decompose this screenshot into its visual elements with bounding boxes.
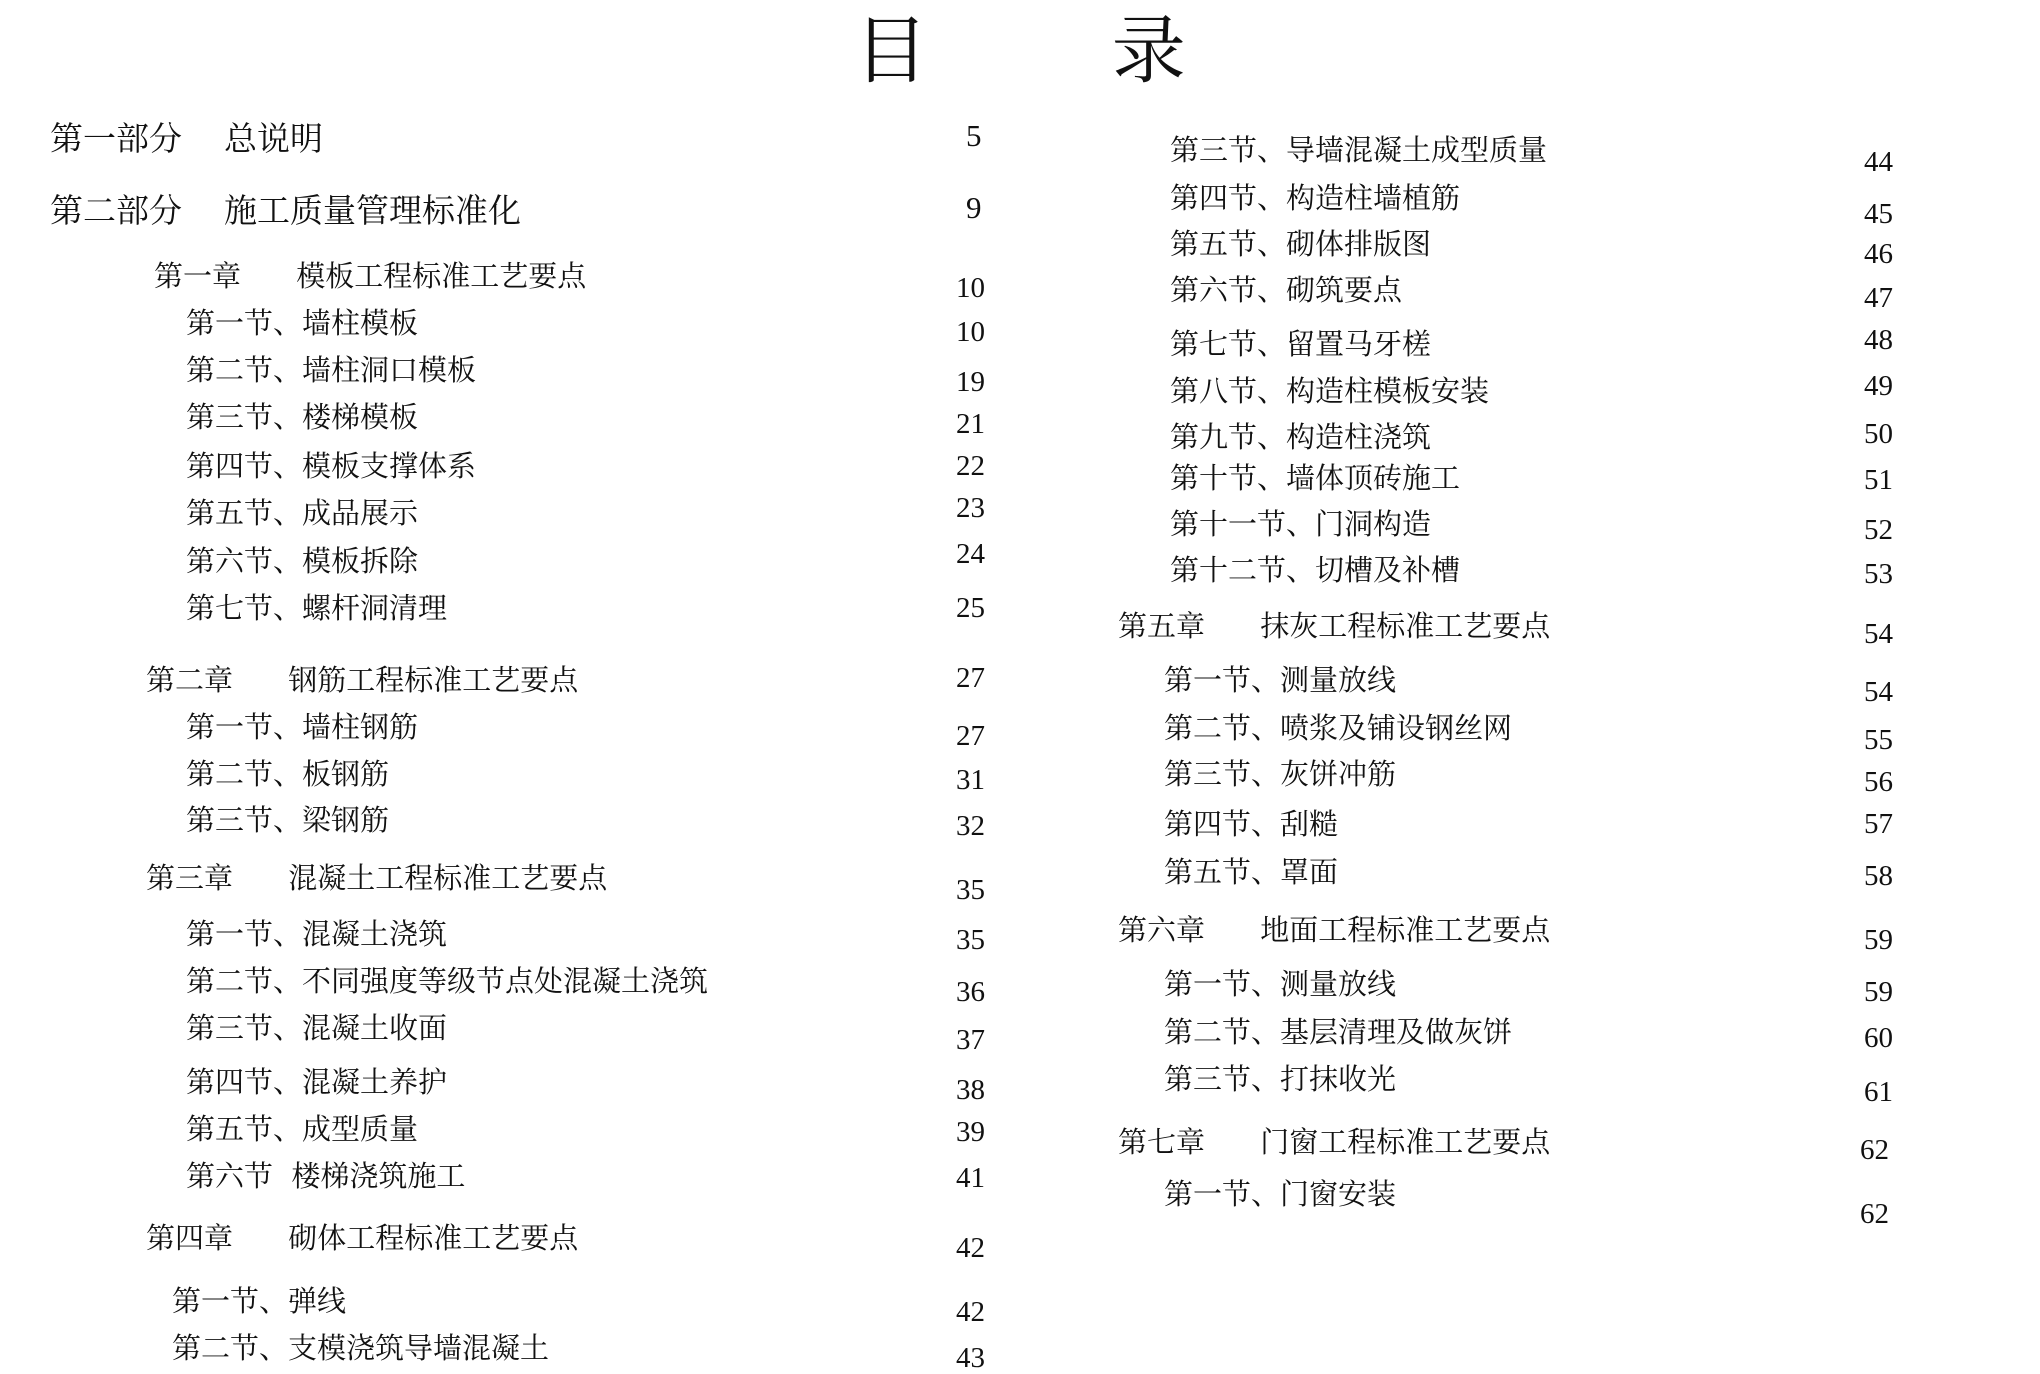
toc-chapter-title: 第二章 钢筋工程标准工艺要点 bbox=[146, 663, 579, 697]
toc-page-number: 53 bbox=[1864, 558, 1893, 590]
toc-section-title: 第三节、打抹收光 bbox=[1164, 1062, 1397, 1096]
toc-page-number: 23 bbox=[956, 492, 985, 524]
toc-section-title: 第四节、模板支撑体系 bbox=[186, 449, 477, 483]
toc-part-title: 第一部分 总说明 bbox=[50, 119, 323, 158]
toc-page-number: 46 bbox=[1864, 238, 1893, 270]
toc-page-number: 35 bbox=[956, 874, 985, 906]
toc-section-title: 第四节、刮糙 bbox=[1164, 807, 1339, 841]
page-title: 目 录 bbox=[854, 8, 1266, 94]
toc-section-title: 第二节、基层清理及做灰饼 bbox=[1164, 1015, 1513, 1049]
toc-page-number: 62 bbox=[1860, 1134, 1889, 1166]
toc-page-number: 61 bbox=[1864, 1076, 1893, 1108]
toc-section-title: 第十二节、切槽及补槽 bbox=[1170, 553, 1461, 587]
toc-chapter-title: 第六章 地面工程标准工艺要点 bbox=[1118, 913, 1551, 947]
toc-page-number: 56 bbox=[1864, 766, 1893, 798]
toc-section-title: 第一节、弹线 bbox=[172, 1284, 347, 1318]
toc-section-title: 第三节、混凝土收面 bbox=[186, 1011, 448, 1045]
toc-section-title: 第八节、构造柱模板安装 bbox=[1170, 374, 1490, 408]
toc-page-number: 52 bbox=[1864, 514, 1893, 546]
toc-section-title: 第二节、板钢筋 bbox=[186, 757, 390, 791]
toc-section-title: 第三节、灰饼冲筋 bbox=[1164, 757, 1397, 791]
toc-section-title: 第四节、混凝土养护 bbox=[186, 1065, 448, 1099]
toc-page-number: 9 bbox=[966, 190, 982, 225]
toc-section-title: 第二节、不同强度等级节点处混凝土浇筑 bbox=[186, 964, 709, 998]
toc-page-number: 36 bbox=[956, 976, 985, 1008]
toc-page-number: 50 bbox=[1864, 418, 1893, 450]
toc-page-number: 60 bbox=[1864, 1022, 1893, 1054]
toc-section-title: 第三节、梁钢筋 bbox=[186, 803, 390, 837]
toc-section-title: 第五节、成型质量 bbox=[186, 1112, 419, 1146]
toc-page-number: 54 bbox=[1864, 676, 1893, 708]
toc-section-title: 第一节、混凝土浇筑 bbox=[186, 917, 448, 951]
toc-section-title: 第五节、成品展示 bbox=[186, 496, 419, 530]
toc-page-number: 43 bbox=[956, 1342, 985, 1374]
toc-page-number: 27 bbox=[956, 662, 985, 694]
toc-part-title: 第二部分 施工质量管理标准化 bbox=[50, 191, 521, 230]
toc-section-title: 第三节、楼梯模板 bbox=[186, 400, 419, 434]
toc-page-number: 42 bbox=[956, 1232, 985, 1264]
toc-page-number: 58 bbox=[1864, 860, 1893, 892]
toc-page-number: 10 bbox=[956, 272, 985, 304]
toc-section-title: 第七节、螺杆洞清理 bbox=[186, 591, 448, 625]
toc-page-number: 42 bbox=[956, 1296, 985, 1328]
toc-section-title: 第一节、测量放线 bbox=[1164, 967, 1397, 1001]
toc-section-title: 第四节、构造柱墙植筋 bbox=[1170, 181, 1461, 215]
toc-chapter-title: 第四章 砌体工程标准工艺要点 bbox=[146, 1221, 579, 1255]
toc-page-number: 59 bbox=[1864, 976, 1893, 1008]
toc-section-title: 第五节、砌体排版图 bbox=[1170, 227, 1432, 261]
toc-page-number: 32 bbox=[956, 810, 985, 842]
toc-section-title: 第十节、墙体顶砖施工 bbox=[1170, 461, 1461, 495]
toc-section-title: 第六节、模板拆除 bbox=[186, 544, 419, 578]
toc-page-number: 47 bbox=[1864, 282, 1893, 314]
toc-page-number: 41 bbox=[956, 1162, 985, 1194]
toc-section-title: 第一节、门窗安装 bbox=[1164, 1177, 1397, 1211]
toc-page-number: 59 bbox=[1864, 924, 1893, 956]
toc-page-number: 10 bbox=[956, 316, 985, 348]
toc-section-title: 第五节、罩面 bbox=[1164, 855, 1339, 889]
toc-page-number: 35 bbox=[956, 924, 985, 956]
toc-page-number: 44 bbox=[1864, 146, 1893, 178]
toc-page-number: 45 bbox=[1864, 198, 1893, 230]
toc-chapter-title: 第七章 门窗工程标准工艺要点 bbox=[1118, 1125, 1551, 1159]
toc-page-number: 24 bbox=[956, 538, 985, 570]
toc-section-title: 第一节、墙柱模板 bbox=[186, 306, 419, 340]
toc-page-number: 37 bbox=[956, 1024, 985, 1056]
toc-section-title: 第二节、喷浆及铺设钢丝网 bbox=[1164, 711, 1513, 745]
toc-chapter-title: 第五章 抹灰工程标准工艺要点 bbox=[1118, 609, 1551, 643]
toc-page-number: 49 bbox=[1864, 370, 1893, 402]
toc-page-number: 51 bbox=[1864, 464, 1893, 496]
toc-page-number: 57 bbox=[1864, 808, 1893, 840]
toc-page-number: 39 bbox=[956, 1116, 985, 1148]
toc-section-title: 第二节、支模浇筑导墙混凝土 bbox=[172, 1331, 550, 1365]
toc-section-title: 第二节、墙柱洞口模板 bbox=[186, 353, 477, 387]
toc-page-number: 22 bbox=[956, 450, 985, 482]
toc-section-title: 第六节 楼梯浇筑施工 bbox=[186, 1159, 466, 1193]
toc-page-number: 27 bbox=[956, 720, 985, 752]
toc-page-number: 55 bbox=[1864, 724, 1893, 756]
toc-page-number: 25 bbox=[956, 592, 985, 624]
toc-page-number: 62 bbox=[1860, 1198, 1889, 1230]
toc-page-number: 54 bbox=[1864, 618, 1893, 650]
toc-section-title: 第一节、墙柱钢筋 bbox=[186, 710, 419, 744]
toc-section-title: 第一节、测量放线 bbox=[1164, 663, 1397, 697]
toc-page-number: 5 bbox=[966, 118, 982, 153]
toc-page-number: 38 bbox=[956, 1074, 985, 1106]
toc-section-title: 第十一节、门洞构造 bbox=[1170, 507, 1432, 541]
toc-page-number: 19 bbox=[956, 366, 985, 398]
toc-page-number: 48 bbox=[1864, 324, 1893, 356]
toc-section-title: 第九节、构造柱浇筑 bbox=[1170, 420, 1432, 454]
toc-page-number: 31 bbox=[956, 764, 985, 796]
toc-section-title: 第七节、留置马牙槎 bbox=[1170, 327, 1432, 361]
toc-section-title: 第六节、砌筑要点 bbox=[1170, 273, 1403, 307]
toc-section-title: 第三节、导墙混凝土成型质量 bbox=[1170, 133, 1548, 167]
toc-chapter-title: 第三章 混凝土工程标准工艺要点 bbox=[146, 861, 608, 895]
toc-page-number: 21 bbox=[956, 408, 985, 440]
toc-chapter-title: 第一章 模板工程标准工艺要点 bbox=[154, 259, 587, 293]
